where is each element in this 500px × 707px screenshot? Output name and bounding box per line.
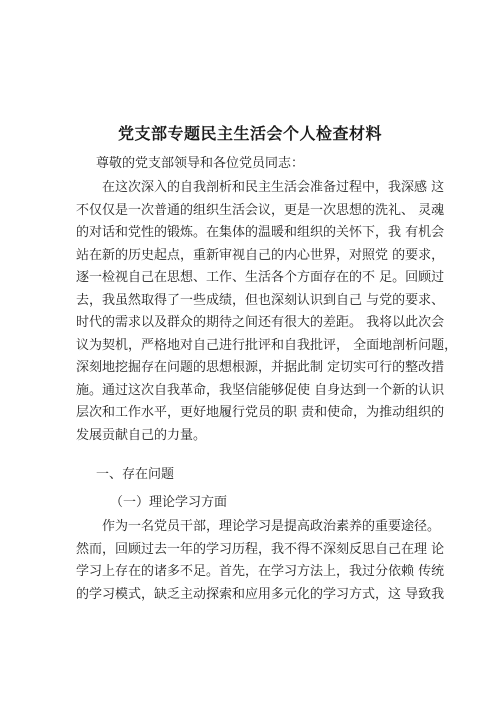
intro-line: 层次和工作水平，更好地履行党员的职 责和使命，为推动组织的 [76,405,445,420]
section-heading: 一、存在问题 [96,467,175,482]
salutation: 尊敬的党支部领导和各位党员同志： [96,156,305,171]
subsection-heading: （一）理论学习方面 [110,495,228,510]
document-title: 党支部专题民主生活会个人检查材料 [117,124,382,143]
body-line: 然而，回顾过去一年的学习历程，我不得不深刻反思自己在理 论 [76,541,445,557]
intro-line: 去，我虽然取得了一些成绩，但也深刻认识到自己 与党的要求、 [76,292,445,308]
intro-line: 议为契机，严格地对自己进行批评和自我批评， 全面地剖析问题， [76,337,458,353]
body-paragraph [76,516,446,606]
intro-line: 在这次深入的自我剖析和民主生活会准备过程中，我深感 这 [76,180,445,195]
intro-line: 的对话和党性的锻炼。在集体的温暖和组织的关怀下，我 有机会 [76,225,445,240]
intro-line: 逐一检视自己在思想、工作、生活各个方面存在的不 足。回顾过 [76,270,445,285]
intro-line: 不仅仅是一次普通的组织生活会议，更是一次思想的洗礼、 灵魂 [76,202,445,218]
intro-line: 时代的需求以及群众的期待之间还有很大的差距。 我将以此次会 [76,315,445,330]
intro-line: 施。通过这次自我革命，我坚信能够促使 自身达到一个新的认识 [76,382,445,398]
body-line: 作为一名党员干部，理论学习是提高政治素养的重要途径。 [76,519,441,534]
body-line: 学习上存在的诸多不足。首先，在学习方法上，我过分依赖 传统 [76,564,445,579]
body-line: 的学习模式，缺乏主动探索和应用多元化的学习方式，这 导致我 [76,586,445,602]
intro-paragraph [76,177,458,447]
intro-line: 站在新的历史起点，重新审视自己的内心世界，对照党 的要求， [76,247,445,263]
intro-line: 发展贡献自己的力量。 [76,427,207,443]
intro-line: 深刻地挖掘存在问题的思想根源，并据此制 定切实可行的整改措 [76,360,445,375]
